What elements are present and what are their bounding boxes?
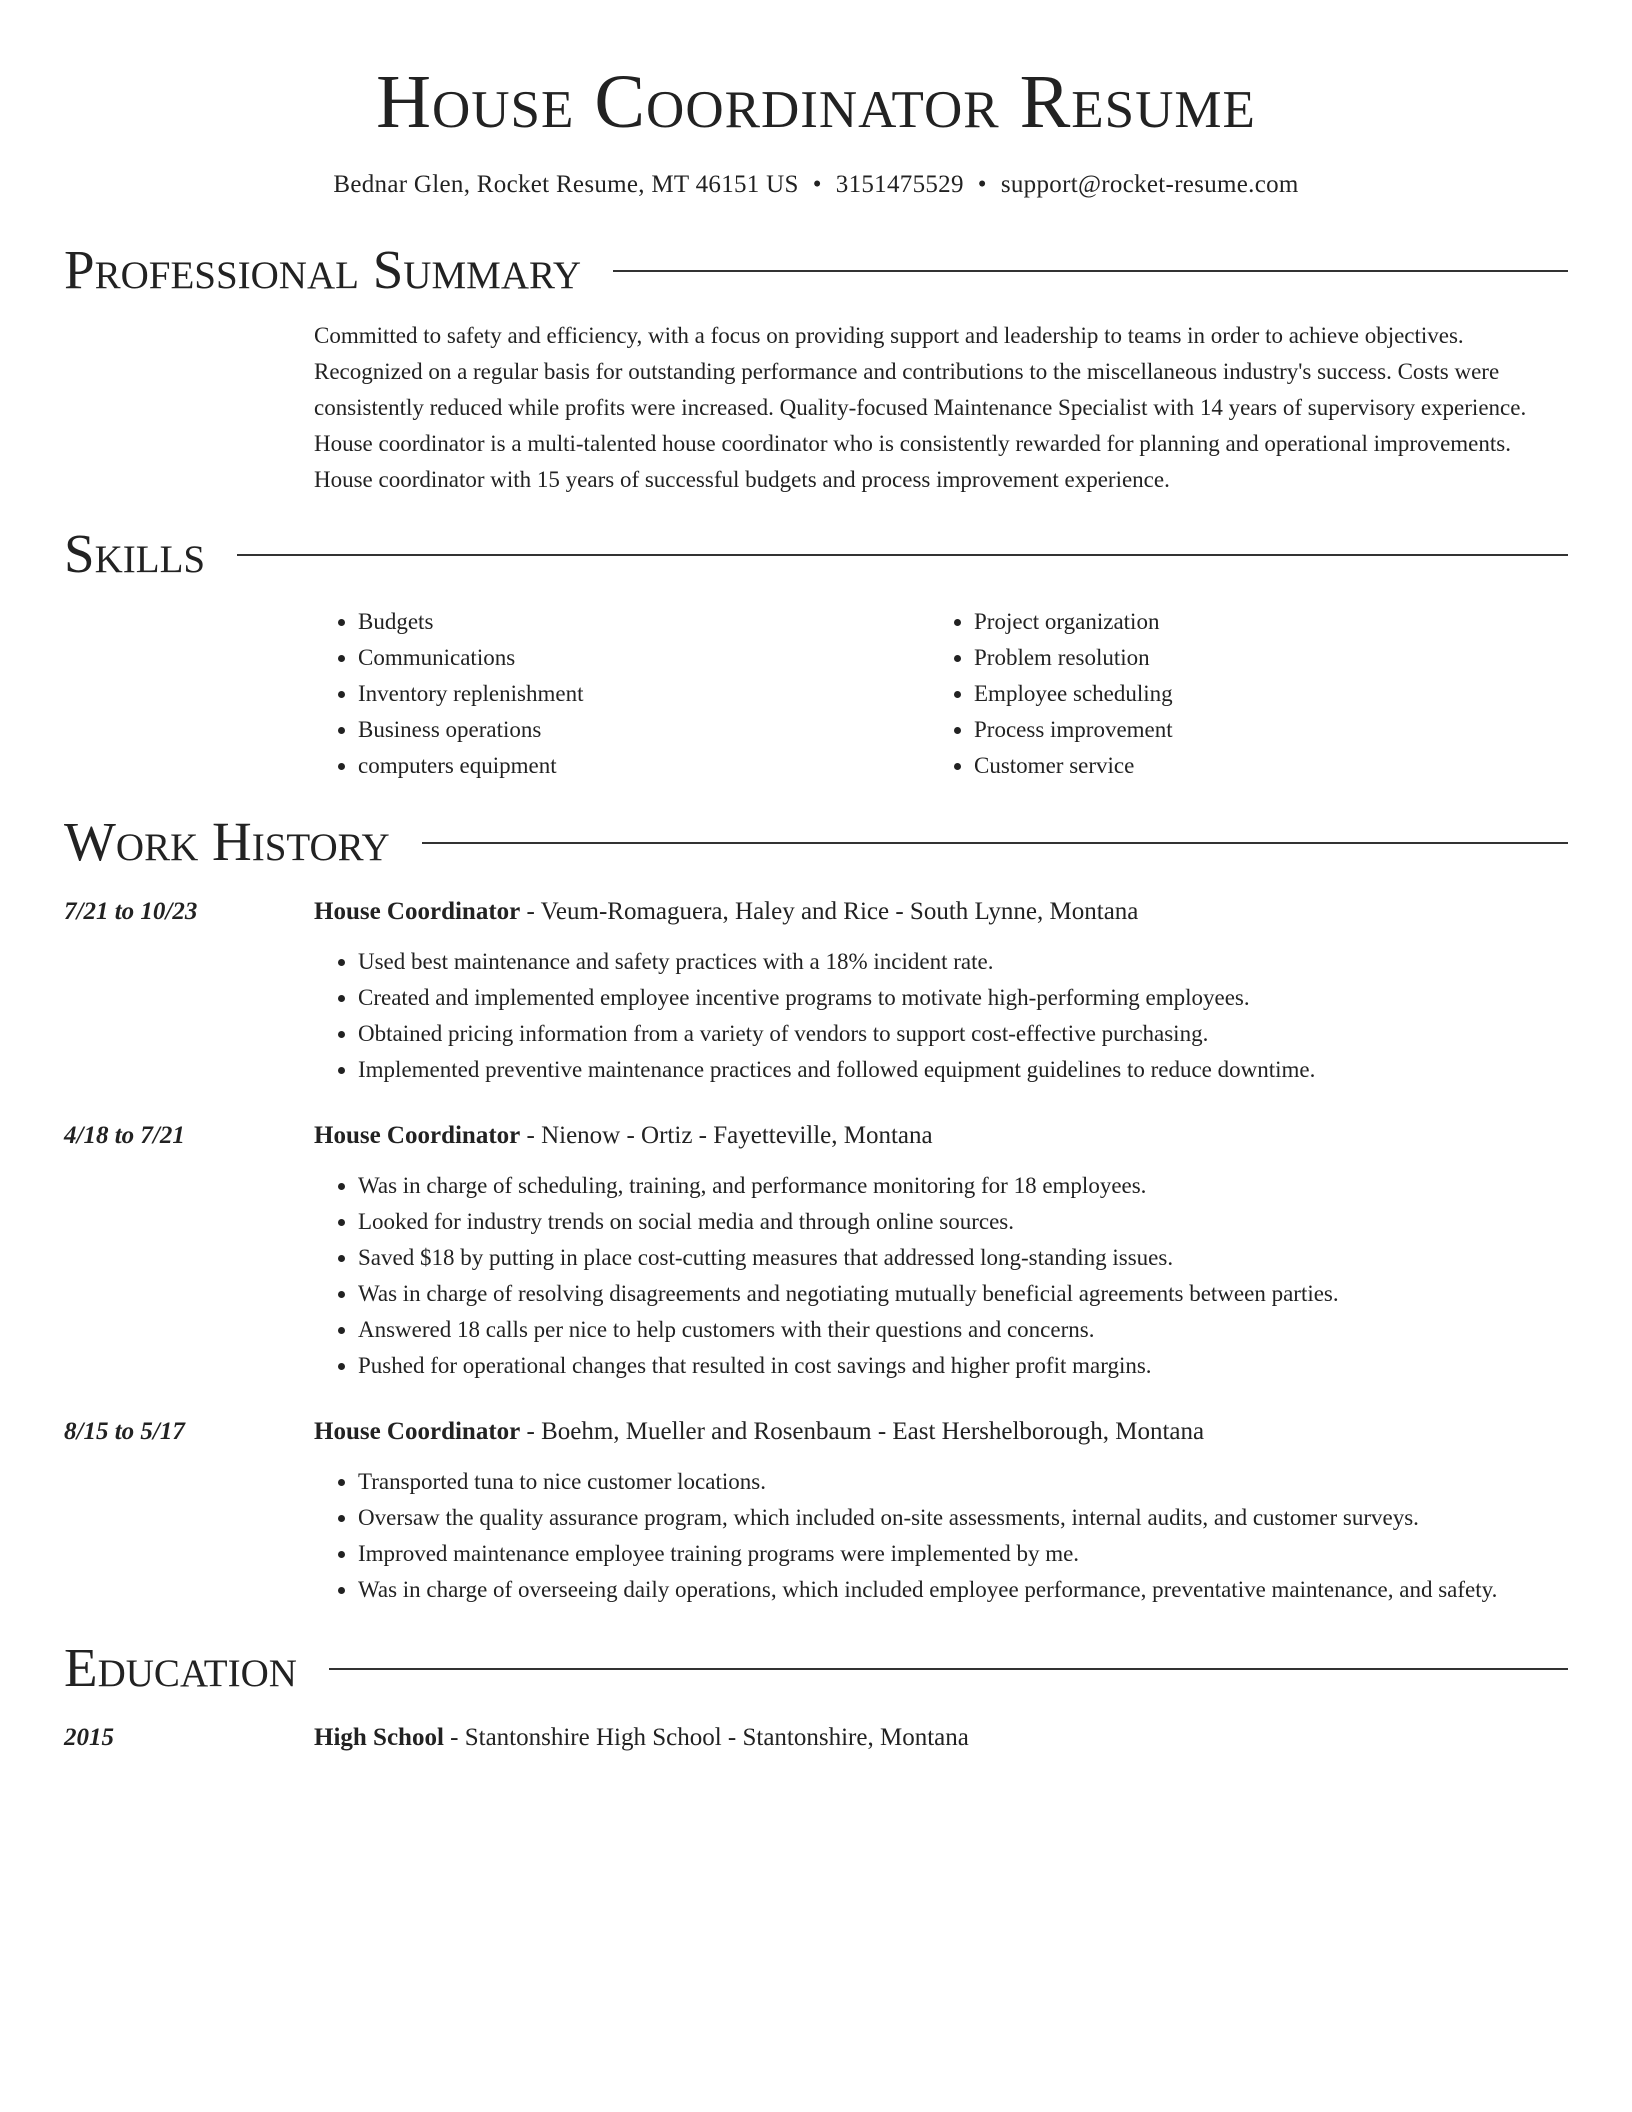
education-section-header (64, 1638, 1568, 1698)
contact-address: Bednar Glen, Rocket Resume, MT 46151 US (333, 171, 799, 198)
job-bullet: • Created and implemented employee incentive programs to motivate high-performing employees. (358, 980, 1568, 1016)
job-dates: 4/18 to 7/21 (64, 1122, 185, 1149)
education-degree: High School (314, 1724, 444, 1751)
contact-line (64, 170, 1568, 200)
contact-email: support@rocket-resume.com (1000, 171, 1299, 198)
job-bullet: • Pushed for operational changes that resulted in cost savings and higher profit margins. (358, 1348, 1568, 1384)
job-bullet: • Improved maintenance employee training programs were implemented by me. (358, 1536, 1568, 1572)
job-dates: 8/15 to 5/17 (64, 1418, 185, 1445)
job-employer: - Nienow - Ortiz - Fayetteville, Montana (520, 1122, 933, 1149)
job-heading (314, 894, 1568, 930)
job-bullet: • Used best maintenance and safety practices with a 18% incident rate. (358, 944, 1568, 980)
job-dates: 7/21 to 10/23 (64, 898, 198, 925)
skill-item: • Inventory replenishment (358, 676, 930, 712)
job-title: House Coordinator (314, 1122, 521, 1149)
skill-item: • Business operations (358, 712, 930, 748)
summary-text: Committed to safety and efficiency, with a focus on providing support and leadership to teams in order to achieve objectives. Recognized on a regular basis for outstanding performance and contributions to the miscellaneous industry's success. Costs were consistently reduced while profits were increased. Quality-focused Maintenance Specialist with 14 years of supervisory experience. House coordinator is a multi-talented house coordinator who is consistently rewarded for planning and operational improvements. House coordinator with 15 years of successful budgets and process improvement experience. (314, 323, 1527, 492)
bullet-separator: • (977, 171, 987, 198)
job-bullet: • Was in charge of overseeing daily operations, which included employee performance, preventative maintenance, and safety. (358, 1572, 1568, 1608)
resume-page (64, 0, 1568, 1756)
education-heading-line (314, 1720, 969, 1756)
skill-item: • Communications (358, 640, 930, 676)
skills-heading: Skills (64, 523, 206, 584)
job-bullets (314, 944, 1568, 1088)
job-employer: - Boehm, Mueller and Rosenbaum - East Hershelborough, Montana (520, 1418, 1205, 1445)
job-heading (314, 1414, 1568, 1450)
job-entry (64, 1118, 1568, 1384)
skills-column-left (314, 604, 930, 784)
skill-item: • Customer service (974, 748, 1568, 784)
work-heading: Work History (64, 811, 390, 872)
bullet-separator: • (812, 171, 822, 198)
job-entry (64, 894, 1568, 1088)
job-bullet: • Obtained pricing information from a variety of vendors to support cost-effective purchasing. (358, 1016, 1568, 1052)
section-divider (329, 1668, 1568, 1670)
job-employer: - Veum-Romaguera, Haley and Rice - South Lynne, Montana (520, 898, 1139, 925)
education-year: 2015 (64, 1724, 114, 1751)
section-divider (237, 554, 1568, 556)
skills-list (314, 604, 1568, 784)
skills-column-right (930, 604, 1568, 784)
job-entry (64, 1414, 1568, 1608)
job-bullet: • Saved $18 by putting in place cost-cutting measures that addressed long-standing issues. (358, 1240, 1568, 1276)
education-heading: Education (64, 1637, 297, 1698)
contact-phone: 3151475529 (835, 171, 964, 198)
education-school: - Stantonshire High School - Stantonshire, Montana (443, 1724, 969, 1751)
resume-title: House Coordinator Resume (376, 60, 1256, 144)
skill-item: • Employee scheduling (974, 676, 1568, 712)
summary-section-header (64, 240, 1568, 300)
job-title: House Coordinator (314, 898, 521, 925)
skill-item: • Process improvement (974, 712, 1568, 748)
job-bullet: • Transported tuna to nice customer locations. (358, 1464, 1568, 1500)
job-bullet: • Was in charge of resolving disagreements and negotiating mutually beneficial agreements between parties. (358, 1276, 1568, 1312)
job-bullet: • Answered 18 calls per nice to help customers with their questions and concerns. (358, 1312, 1568, 1348)
summary-heading: Professional Summary (64, 239, 582, 300)
job-body (314, 1414, 1568, 1608)
job-title: House Coordinator (314, 1418, 521, 1445)
skill-item: • computers equipment (358, 748, 930, 784)
section-divider (613, 270, 1568, 272)
job-bullet: • Implemented preventive maintenance practices and followed equipment guidelines to reduce downtime. (358, 1052, 1568, 1088)
skill-item: • Budgets (358, 604, 930, 640)
skills-section-header (64, 524, 1568, 584)
job-heading (314, 1118, 1568, 1154)
job-bullet: • Looked for industry trends on social media and through online sources. (358, 1204, 1568, 1240)
job-bullets (314, 1168, 1568, 1384)
job-body (314, 1118, 1568, 1384)
work-section-header (64, 812, 1568, 872)
section-divider (422, 842, 1568, 844)
job-bullets (314, 1464, 1568, 1608)
job-bullet: • Was in charge of scheduling, training, and performance monitoring for 18 employees. (358, 1168, 1568, 1204)
skill-item: • Project organization (974, 604, 1568, 640)
education-entry (64, 1720, 1568, 1756)
job-bullet: • Oversaw the quality assurance program, which included on-site assessments, internal audits, and customer surveys. (358, 1500, 1568, 1536)
skill-item: • Problem resolution (974, 640, 1568, 676)
job-body (314, 894, 1568, 1088)
